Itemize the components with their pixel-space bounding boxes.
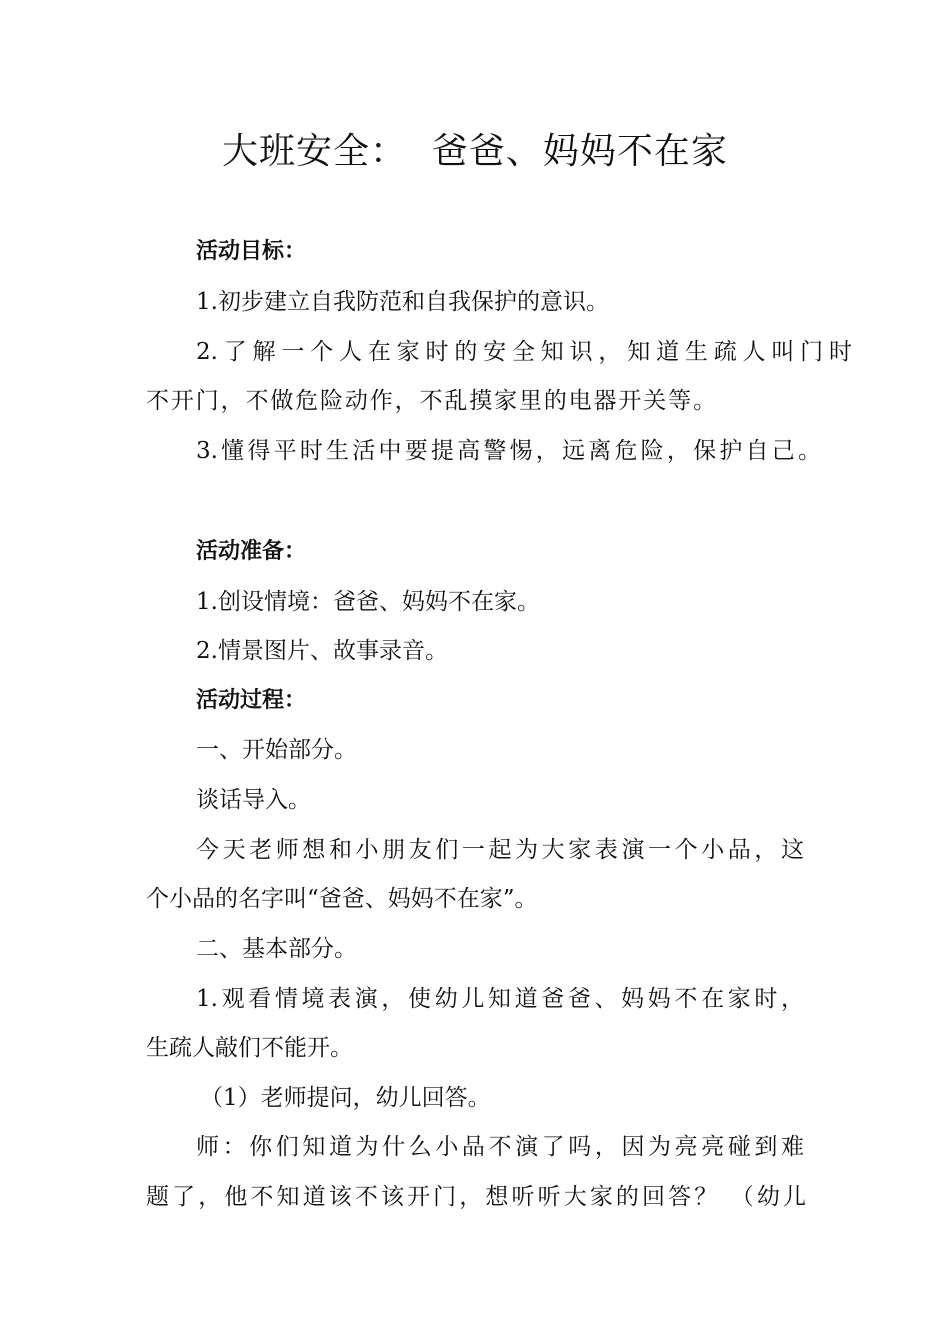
process-intro-text-line-2: 个小品的名字叫“爸爸、妈妈不在家”。 xyxy=(146,886,538,912)
document-title: 大班安全： 爸爸、妈妈不在家 xyxy=(222,131,728,172)
process-sub-1: （1）老师提问，幼儿回答。 xyxy=(200,1085,491,1111)
goal-item-1: 1.初步建立自我防范和自我保护的意识。 xyxy=(196,289,609,315)
process-intro: 谈话导入。 xyxy=(196,787,311,813)
process-teacher-line-2: 题了，他不知道该不该开门，想听听大家的回答？ （幼儿 xyxy=(146,1184,806,1210)
prep-item-2: 2.情景图片、故事录音。 xyxy=(196,638,448,664)
goal-item-2-line-2: 不开门，不做危险动作，不乱摸家里的电器开关等。 xyxy=(146,388,716,414)
process-teacher-line-1: 师：你们知道为什么小品不演了吗，因为亮亮碰到难 xyxy=(196,1134,804,1160)
process-part-1: 一、开始部分。 xyxy=(196,737,357,763)
process-part-2: 二、基本部分。 xyxy=(196,936,357,962)
goal-item-3: 3.懂得平时生活中要提高警惕，远离危险，保护自己。 xyxy=(196,438,821,464)
process-step-1-line-1: 1.观看情境表演，使幼儿知道爸爸、妈妈不在家时， xyxy=(196,986,804,1012)
goals-heading: 活动目标： xyxy=(196,239,307,264)
process-heading: 活动过程： xyxy=(196,688,307,713)
process-intro-text-line-1: 今天老师想和小朋友们一起为大家表演一个小品，这 xyxy=(196,837,804,863)
process-step-1-line-2: 生疏人敲们不能开。 xyxy=(146,1035,353,1061)
goal-item-2-line-1: 2.了解一个人在家时的安全知识，知道生疏人叫门时 xyxy=(196,339,852,365)
prep-item-1: 1.创设情境：爸爸、妈妈不在家。 xyxy=(196,589,540,615)
prep-heading: 活动准备： xyxy=(196,539,307,564)
